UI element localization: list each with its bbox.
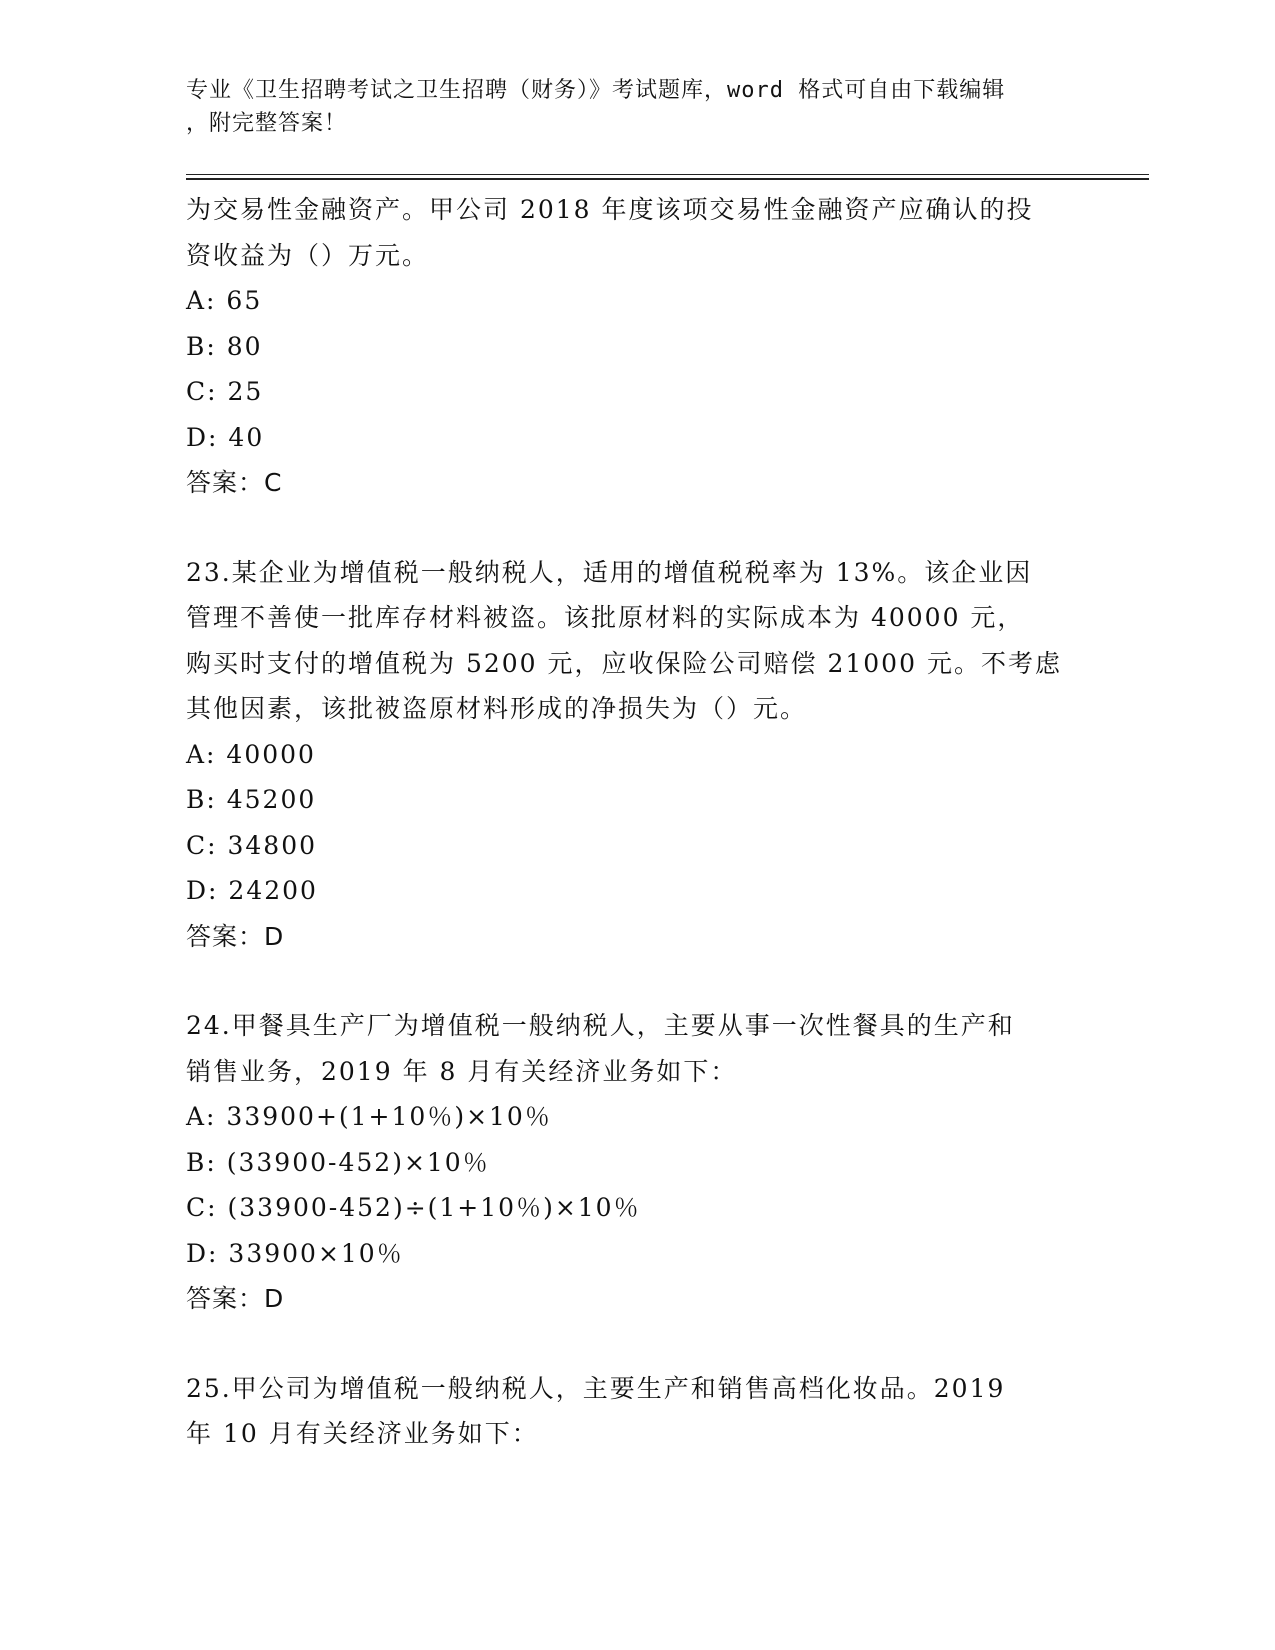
header-title-line-2: ，附完整答案！ [186,111,348,136]
header-title-line-1: 专业《卫生招聘考试之卫生招聘（财务）》考试题库，word 格式可自由下载编辑 [186,78,1006,103]
header-divider-thick [186,178,1149,180]
option-c: C: 34800 [186,830,318,860]
answer-label: 答案：D [186,921,285,951]
option-b: B: 80 [186,331,263,361]
option-d: D: 33900×10％ [186,1238,404,1268]
page-header [186,74,1066,140]
question-stem-line: 23.某企业为增值税一般纳税人，适用的增值税税率为 13%。该企业因 [186,557,1033,587]
option-c: C: (33900-452)÷(1+10％)×10％ [186,1193,641,1222]
option-a: A: 33900+(1+10％)×10％ [186,1102,552,1131]
option-d: D: 24200 [186,876,318,905]
question-stem-line: 资收益为（）万元。 [186,240,430,270]
question-stem-line: 购买时支付的增值税为 5200 元，应收保险公司赔偿 21000 元。不考虑 [186,648,1062,678]
spacer [186,506,1086,550]
spacer [186,1322,1086,1366]
question-22 [186,187,1086,506]
option-c: C: 25 [186,377,264,406]
option-a: A: 40000 [186,739,316,769]
option-d: D: 40 [186,422,265,452]
spacer [186,959,1086,1003]
question-25 [186,1366,1086,1457]
answer-label: 答案：C [186,468,283,497]
question-stem-line: 25.甲公司为增值税一般纳税人，主要生产和销售高档化妆品。2019 [186,1373,1006,1403]
option-b: B: 45200 [186,785,317,814]
question-stem-line: 销售业务，2019 年 8 月有关经济业务如下： [186,1056,738,1086]
document-body [186,187,1086,1457]
answer-label: 答案：D [186,1284,285,1313]
question-stem-line: 其他因素，该批被盗原材料形成的净损失为（）元。 [186,694,808,723]
question-24 [186,1003,1086,1322]
question-stem-line: 24.甲餐具生产厂为增值税一般纳税人，主要从事一次性餐具的生产和 [186,1011,1015,1040]
question-stem-line: 年 10 月有关经济业务如下： [186,1419,539,1448]
question-stem-line: 为交易性金融资产。甲公司 2018 年度该项交易性金融资产应确认的投 [186,195,1034,224]
option-b: B: (33900-452)×10％ [186,1147,490,1177]
question-23 [186,550,1086,960]
option-a: A: 65 [186,286,263,315]
header-divider-thin [186,174,1149,175]
question-stem-line: 管理不善使一批库存材料被盗。该批原材料的实际成本为 40000 元， [186,603,1025,632]
